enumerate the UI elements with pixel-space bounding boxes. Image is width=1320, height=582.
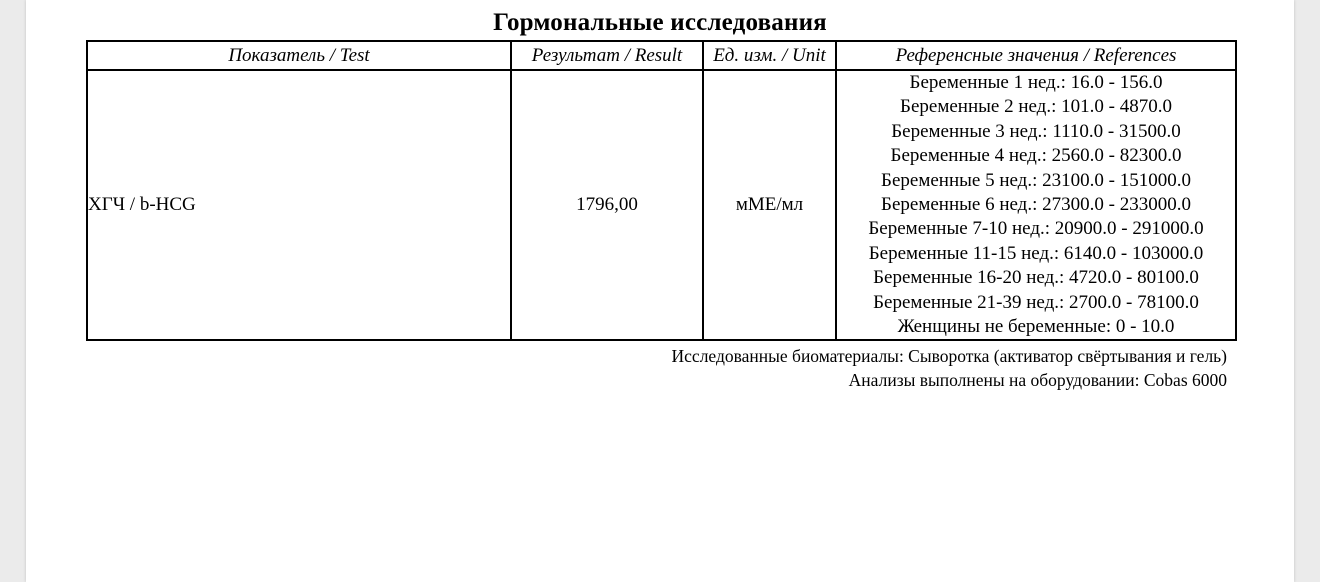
biomaterial-note: Исследованные биоматериалы: Сыворотка (активатор свёртывания и гель): [671, 346, 1227, 366]
header-test: Показатель / Test: [87, 41, 511, 70]
reference-line: Беременные 5 нед.: 23100.0 - 151000.0: [881, 169, 1191, 191]
reference-line: Беременные 1 нед.: 16.0 - 156.0: [909, 72, 1163, 93]
header-references: Референсные значения / References: [836, 41, 1236, 70]
results-table: [86, 40, 1237, 341]
footer-notes: [672, 344, 1227, 392]
result-value-cell: 1796,00: [511, 70, 703, 340]
reference-line: Беременные 21-39 нед.: 2700.0 - 78100.0: [873, 291, 1199, 313]
table-header-row: [87, 41, 1236, 70]
reference-line: Беременные 6 нед.: 27300.0 - 233000.0: [881, 194, 1191, 216]
references-cell: [836, 70, 1236, 340]
test-name-cell: ХГЧ / b-HCG: [87, 70, 511, 340]
header-unit: Ед. изм. / Unit: [703, 41, 836, 70]
equipment-note: Анализы выполнены на оборудовании: Cobas 6000: [848, 370, 1227, 390]
reference-line: Беременные 16-20 нед.: 4720.0 - 80100.0: [873, 267, 1199, 289]
reference-line: Беременные 7-10 нед.: 20900.0 - 291000.0: [868, 218, 1204, 240]
reference-line: Беременные 4 нед.: 2560.0 - 82300.0: [890, 145, 1182, 167]
header-result: Результат / Result: [511, 41, 703, 70]
reference-line: Беременные 2 нед.: 101.0 - 4870.0: [900, 96, 1172, 118]
unit-cell: мМЕ/мл: [703, 70, 836, 340]
reference-line: Беременные 11-15 нед.: 6140.0 - 103000.0: [868, 242, 1204, 264]
table-row: [87, 70, 1236, 340]
reference-line: Беременные 3 нед.: 1110.0 - 31500.0: [891, 120, 1181, 142]
reference-line: Женщины не беременные: 0 - 10.0: [897, 316, 1175, 338]
report-title: Гормональные исследования: [493, 9, 827, 36]
